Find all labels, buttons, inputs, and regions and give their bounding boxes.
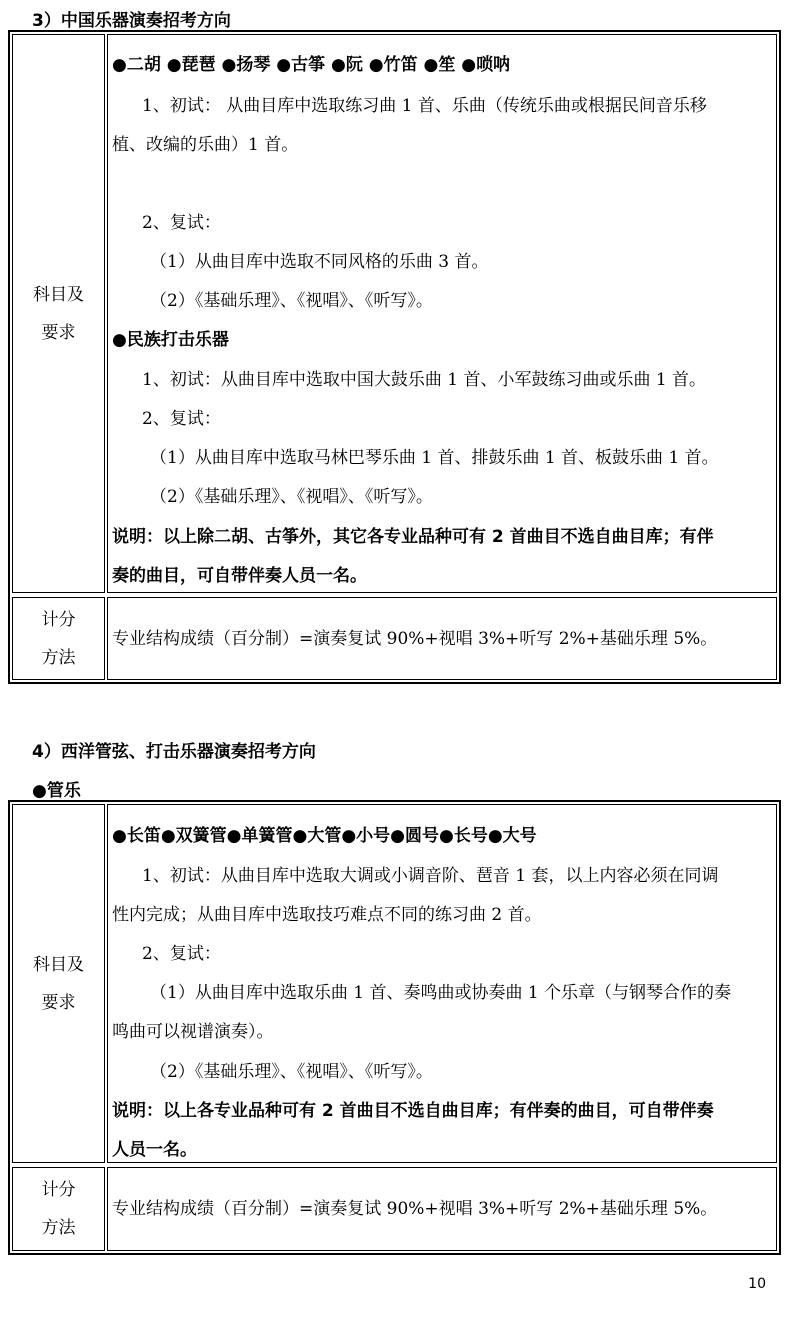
subjects-content-cell — [107, 34, 777, 593]
section-4-subheading: ●管乐 — [32, 781, 81, 801]
subjects-label: 科目及 要求 — [33, 284, 84, 343]
instrument-list: ●长笛●双簧管●单簧管●大管●小号●圆号●长号●大号 — [112, 826, 537, 846]
scoring-text: 专业结构成绩（百分制）=演奏复试 90%+视唱 3%+听写 2%+基础乐理 5%。 — [112, 629, 718, 649]
section-3-heading: 3）中国乐器演奏招考方向 — [32, 11, 231, 31]
subjects-row — [10, 32, 779, 595]
requirement-line: 1、初试： 从曲目库中选取练习曲 1 首、乐曲（传统乐曲或根据民间音乐移 — [142, 96, 707, 116]
subjects-label-cell — [12, 804, 105, 1163]
requirement-line: （2）《基础乐理》、《视唱》、《听写》。 — [150, 291, 433, 311]
scoring-content-cell — [107, 597, 777, 680]
scoring-label-cell — [12, 597, 105, 680]
requirement-line: （1）从曲目库中选取乐曲 1 首、奏鸣曲或协奏曲 1 个乐章（与钢琴合作的奏 — [150, 983, 732, 1003]
requirement-line: 2、复试： — [142, 409, 221, 429]
scoring-label: 计分 方法 — [41, 609, 76, 668]
requirement-line: 植、改编的乐曲）1 首。 — [112, 135, 299, 155]
section-4-table — [8, 800, 781, 1255]
subjects-label: 科目及 要求 — [33, 954, 84, 1013]
instrument-group-heading: ●民族打击乐器 — [112, 330, 229, 350]
scoring-label-cell — [12, 1167, 105, 1251]
requirement-line: 2、复试： — [142, 213, 221, 233]
instrument-list: ●二胡 ●琵琶 ●扬琴 ●古筝 ●阮 ●竹笛 ●笙 ●唢呐 — [112, 55, 511, 75]
note-line: 人员一名。 — [112, 1140, 197, 1160]
scoring-label: 计分 方法 — [41, 1180, 76, 1238]
note-line: 说明：以上各专业品种可有 2 首曲目不选自曲目库；有伴奏的曲目，可自带伴奏 — [112, 1101, 714, 1121]
scoring-text: 专业结构成绩（百分制）=演奏复试 90%+视唱 3%+听写 2%+基础乐理 5%。 — [112, 1199, 718, 1219]
subjects-label-cell — [12, 34, 105, 593]
requirement-line: 2、复试： — [142, 944, 221, 964]
requirement-line: （2）《基础乐理》、《视唱》、《听写》。 — [150, 1062, 433, 1082]
requirement-line: 性内完成；从曲目库中选取技巧难点不同的练习曲 2 首。 — [112, 905, 542, 925]
subjects-row — [10, 802, 779, 1165]
requirement-line: （2）《基础乐理》、《视唱》、《听写》。 — [150, 487, 433, 507]
requirement-line: （1）从曲目库中选取马林巴琴乐曲 1 首、排鼓乐曲 1 首、板鼓乐曲 1 首。 — [150, 448, 719, 468]
subjects-content-cell — [107, 804, 777, 1163]
scoring-content-cell — [107, 1167, 777, 1251]
scoring-row — [10, 1165, 779, 1253]
page-number: 10 — [748, 1276, 766, 1292]
requirement-line: 1、初试：从曲目库中选取大调或小调音阶、琶音 1 套，以上内容必须在同调 — [142, 866, 719, 886]
requirement-line: （1）从曲目库中选取不同风格的乐曲 3 首。 — [150, 252, 489, 272]
requirement-line: 鸣曲可以视谱演奏）。 — [112, 1022, 274, 1042]
scoring-row — [10, 595, 779, 682]
section-4-heading: 4）西洋管弦、打击乐器演奏招考方向 — [32, 742, 316, 762]
note-line: 奏的曲目，可自带伴奏人员一名。 — [112, 566, 367, 586]
section-3-table — [8, 30, 781, 684]
requirement-line: 1、初试：从曲目库中选取中国大鼓乐曲 1 首、小军鼓练习曲或乐曲 1 首。 — [142, 370, 707, 390]
note-line: 说明：以上除二胡、古筝外，其它各专业品种可有 2 首曲目不选自曲目库；有伴 — [112, 527, 714, 547]
